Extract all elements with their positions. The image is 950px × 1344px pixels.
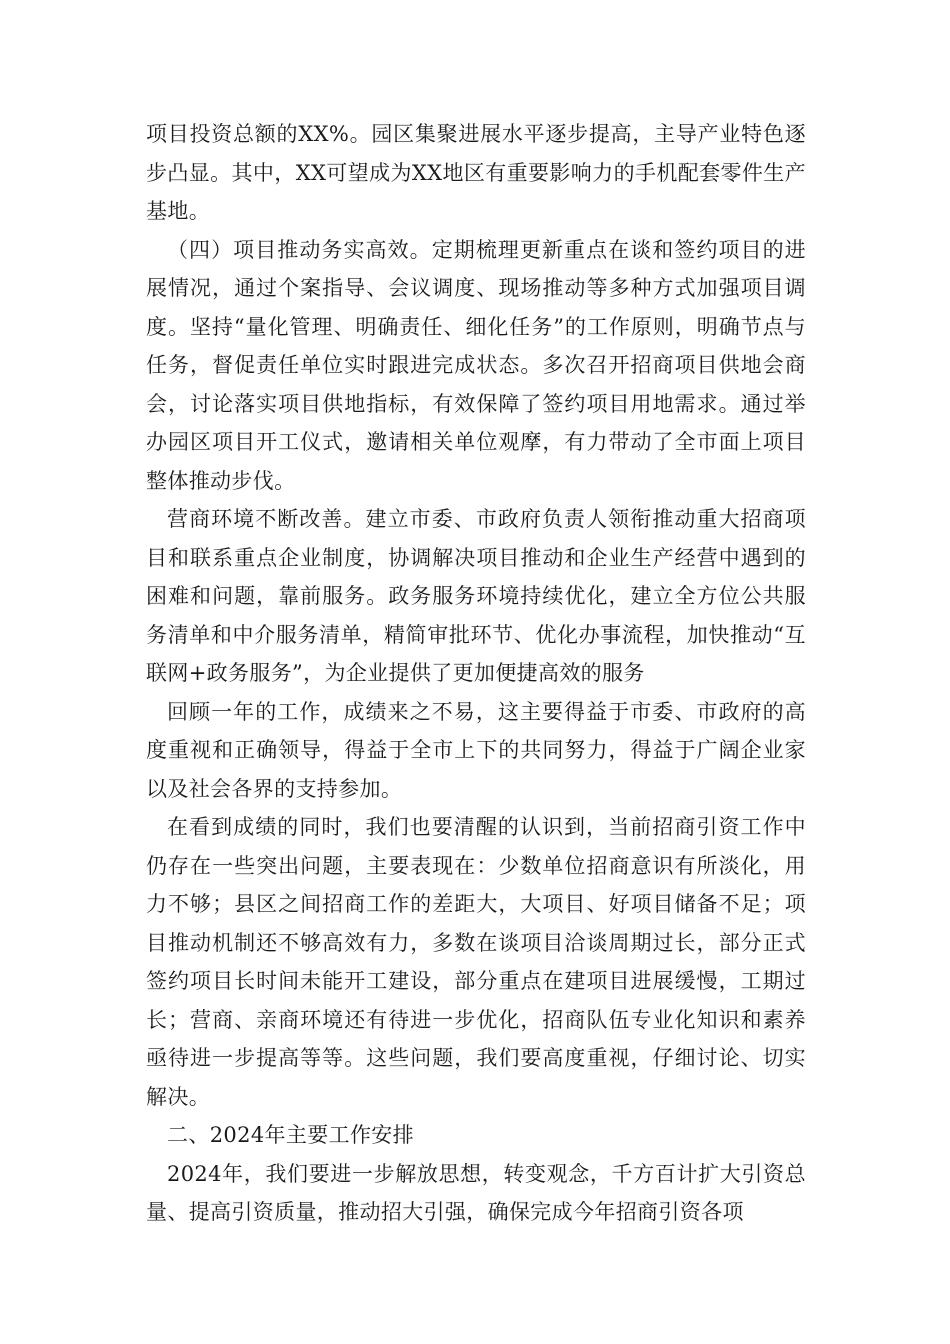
paragraph-2024-goals: 2024年，我们要进一步解放思想，转变观念，千方百计扩大引资总量、提高引资质量，推动招大引强，确保完成今年招商引资各项 [146, 1161, 806, 1224]
paragraph-problems: 在看到成绩的同时，我们也要清醒的认识到，当前招商引资工作中仍存在一些突出问题，主要表现在：少数单位招商意识有所淡化，用力不够；县区之间招商工作的差距大，大项目、好项目储备不足；项目推动机制还不够高效有力，多数在谈项目洽谈周期过长，部分正式签约项目长时间未能开工建设，部分重点在建项目进展缓慢，工期过长；营商、亲商环境还有待进一步优化，招商队伍专业化知识和素养亟待进一步提高等等。这些问题，我们要高度重视，仔细讨论、切实解决。 [146, 815, 806, 1109]
paragraph-park-investment: 项目投资总额的XX%。园区集聚进展水平逐步提高，主导产业特色逐步凸显。其中，XX可望成为XX地区有重要影响力的手机配套零件生产基地。 [146, 122, 806, 223]
paragraph-business-environment: 营商环境不断改善。建立市委、市政府负责人领衔推动重大招商项目和联系重点企业制度，协调解决项目推动和企业生产经营中遇到的困难和问题，靠前服务。政务服务环境持续优化，建立全方位公共服务清单和中介服务清单，精简审批环节、优化办事流程，加快推动“互联网+政务服务”，为企业提供了更加便捷高效的服务 [146, 507, 806, 685]
document-body [146, 115, 806, 1232]
section-heading-2024-plan: 二、2024年主要工作安排 [167, 1123, 414, 1147]
paragraph-review: 回顾一年的工作，成绩来之不易，这主要得益于市委、市政府的高度重视和正确领导，得益于全市上下的共同努力，得益于广阔企业家以及社会各界的支持参加。 [146, 699, 806, 801]
paragraph-project-promotion: （四）项目推动务实高效。定期梳理更新重点在谈和签约项目的进展情况，通过个案指导、会议调度、现场推动等多种方式加强项目调度。坚持“量化管理、明确责任、细化任务”的工作原则，明确节点与任务，督促责任单位实时跟进完成状态。多次召开招商项目供地会商会，讨论落实项目供地指标，有效保障了签约项目用地需求。通过举办园区项目开工仪式，邀请相关单位观摩，有力带动了全市面上项目整体推动步伐。 [146, 237, 806, 493]
